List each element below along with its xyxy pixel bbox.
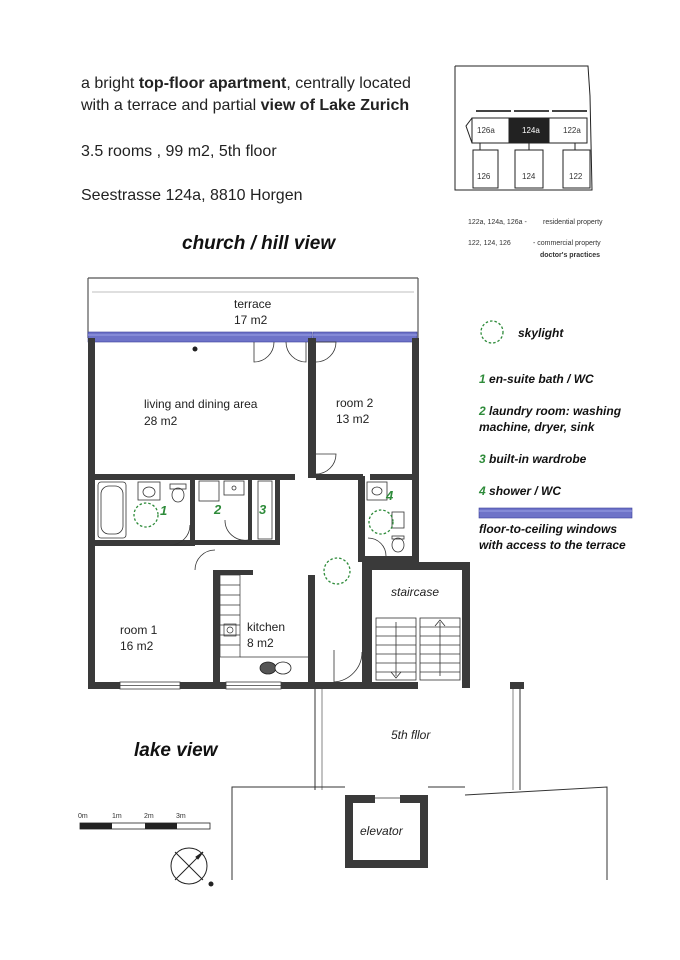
- terrace-windows: [88, 332, 417, 342]
- wall-elevator-east: [420, 795, 428, 867]
- scale-tick-2: 2m: [144, 813, 154, 820]
- legend-item-2: 2 laundry room: washing machine, dryer, sink: [479, 404, 622, 434]
- dot-marker: [193, 347, 198, 352]
- wall-elevator-top-right: [400, 795, 428, 803]
- legend-item-3: 3 built-in wardrobe: [479, 452, 587, 466]
- staircase: [376, 618, 460, 680]
- wall-laundry-wardrobe: [248, 476, 252, 544]
- site-strip-1: [476, 110, 511, 112]
- site-label-122: 122: [569, 172, 583, 181]
- site-block-126: [473, 150, 498, 188]
- site-label-126a: 126a: [477, 126, 495, 135]
- wall-elevator-west: [345, 795, 353, 867]
- door-entrance: [334, 650, 362, 682]
- site-label-126: 126: [477, 172, 491, 181]
- shower-toilet: [392, 538, 404, 552]
- landing: [232, 689, 607, 880]
- intro-line-2: with a terrace and partial view of Lake Zurich: [81, 97, 410, 114]
- site-legend-commercial-label: - commercial property: [533, 240, 601, 247]
- living-label: living and dining area: [144, 397, 258, 411]
- marker-1: 1: [160, 503, 168, 518]
- room-1-label: room 1: [120, 623, 158, 637]
- wall-elevator-top-left: [345, 795, 375, 803]
- site-label-124: 124: [522, 172, 536, 181]
- legend-windows: floor-to-ceiling windows with access to the terrace: [479, 522, 626, 552]
- laundry-sink: [224, 481, 244, 495]
- legend-skylight: skylight: [518, 326, 564, 340]
- door-room1: [195, 550, 215, 570]
- site-label-124a: 124a: [522, 126, 540, 135]
- wall-shower-west: [358, 476, 365, 562]
- site-legend-commercial-sub: doctor's practices: [540, 252, 601, 259]
- bath-toilet: [172, 488, 184, 502]
- room-2-area: 13 m2: [336, 412, 370, 426]
- wall-room2-bottom-2: [370, 474, 419, 480]
- wall-wardrobe-east: [275, 476, 280, 544]
- shower-sink: [367, 482, 387, 500]
- door-room2: [316, 454, 336, 474]
- intro-line-1: a bright top-floor apartment, centrally located: [81, 75, 411, 92]
- kitchen-area: 8 m2: [247, 636, 274, 650]
- site-legend-residential-label: residential property: [543, 219, 603, 226]
- skylight-hall: [324, 558, 350, 584]
- shower-tray: [392, 512, 404, 528]
- window-room-2: [313, 332, 417, 342]
- kitchen-label: kitchen: [247, 620, 286, 634]
- wall-staircase-top: [362, 562, 470, 570]
- marker-3: 3: [259, 502, 267, 517]
- wall-landing-east: [510, 682, 524, 689]
- intro-rooms: 3.5 rooms , 99 m2, 5th floor: [81, 143, 277, 160]
- door-room2-terrace: [316, 342, 336, 362]
- room-1-area: 16 m2: [120, 639, 154, 653]
- legend-window-icon: [479, 508, 632, 518]
- wall-kitchen-east: [308, 575, 315, 688]
- wall-bath-laundry: [190, 476, 195, 546]
- wall-staircase-east: [462, 562, 470, 688]
- site-block-124: [515, 150, 543, 188]
- terrace-label: terrace: [234, 297, 272, 311]
- wall-east-upper: [412, 338, 419, 563]
- heading-church-hill-view: church / hill view: [182, 233, 336, 254]
- intro-address: Seestrasse 124a, 8810 Horgen: [81, 187, 303, 204]
- wall-elevator-bottom: [345, 860, 428, 868]
- staircase-label: staircase: [391, 585, 440, 599]
- legend-item-4: 4 shower / WC: [479, 484, 562, 498]
- door-laundry: [225, 520, 248, 540]
- door-shower: [368, 538, 386, 556]
- scale-tick-3: 3m: [176, 813, 186, 820]
- door-terrace-right: [286, 342, 306, 362]
- floor-label: 5th fllor: [391, 728, 431, 742]
- terrace-area: 17 m2: [234, 313, 268, 327]
- site-strip-2: [514, 110, 549, 112]
- legend-skylight-icon: [481, 321, 503, 343]
- wall-laundry-bottom: [190, 540, 280, 545]
- room-2-label: room 2: [336, 396, 374, 410]
- wall-staircase-west: [362, 562, 372, 688]
- living-area: 28 m2: [144, 414, 178, 428]
- wall-room2-bottom: [316, 474, 363, 480]
- site-label-122a: 122a: [563, 126, 581, 135]
- marker-2: 2: [214, 502, 222, 517]
- window-living: [88, 332, 312, 342]
- wall-room1-kitchen: [213, 570, 220, 688]
- washer: [199, 481, 219, 501]
- skylight-bath: [134, 503, 158, 527]
- wall-shower-bottom: [365, 556, 419, 562]
- skylight-shower: [369, 510, 393, 534]
- kitchen-sink: [260, 662, 291, 674]
- compass-icon: [171, 848, 213, 886]
- site-block-122: [563, 150, 590, 188]
- wall-kitchen-top: [213, 570, 253, 575]
- site-legend-residential-codes: 122a, 124a, 126a -: [468, 219, 527, 226]
- marker-4: 4: [386, 488, 394, 503]
- heading-lake-view: lake view: [134, 740, 218, 761]
- site-wedge: [466, 118, 472, 143]
- site-strip-3: [552, 110, 587, 112]
- scale-bar: [80, 823, 210, 829]
- scale-tick-0: 0m: [78, 813, 88, 820]
- wall-west: [88, 338, 95, 688]
- wall-living-room2: [308, 338, 316, 478]
- door-terrace-left: [254, 342, 274, 362]
- scale-tick-1: 1m: [112, 813, 122, 820]
- legend-item-1: 1 en-suite bath / WC: [479, 372, 594, 386]
- site-legend-commercial-codes: 122, 124, 126: [468, 240, 511, 247]
- elevator-label: elevator: [360, 824, 403, 838]
